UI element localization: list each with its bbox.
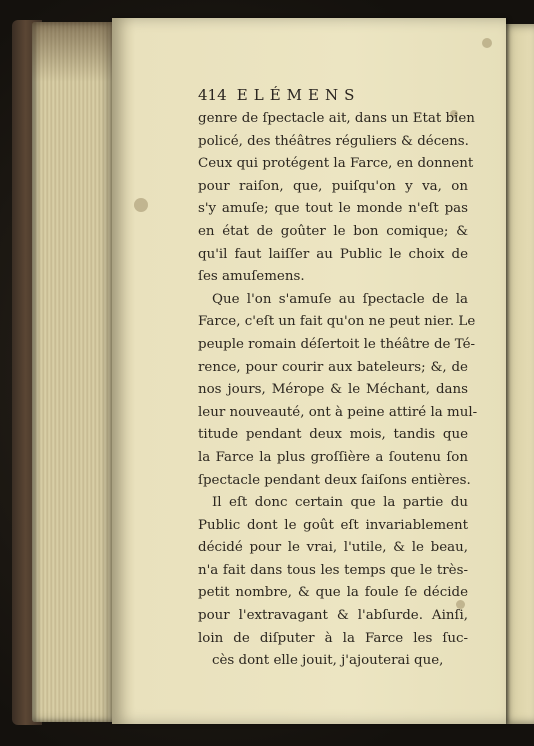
book-page — [112, 18, 506, 724]
page-edges — [32, 22, 114, 722]
text-line: peuple romain déſertoit le théâtre de Té- — [198, 336, 476, 352]
text-line: s'y amuſe; que tout le monde n'eſt pas — [198, 201, 468, 217]
page-number: 414 — [198, 86, 227, 104]
text-line: cès dont elle jouit, j'ajouterai que, — [212, 653, 444, 669]
text-line: rence, pour courir aux bateleurs; &, de — [198, 359, 468, 375]
text-line: leur nouveauté, ont à peine attiré la mul- — [198, 404, 478, 420]
text-line: Ceux qui protégent la Farce, en donnent — [198, 156, 474, 172]
text-line: pour raiſon, que, puiſqu'on y va, on — [198, 178, 468, 194]
text-line: titude pendant deux mois, tandis que — [198, 427, 468, 443]
text-line: loin de diſputer à la Farce les ſuc- — [198, 630, 468, 646]
text-line: Farce, c'eſt un fait qu'on ne peut nier. Le — [198, 314, 476, 330]
text-line: ſes amuſemens. — [198, 269, 305, 285]
text-line: qu'il faut laiſſer au Public le choix de — [198, 246, 468, 262]
text-line: décidé pour le vrai, l'utile, & le beau, — [198, 540, 468, 556]
body-text — [198, 108, 478, 673]
text-line: petit nombre, & que la foule ſe décide — [198, 585, 468, 601]
text-line: genre de ſpectacle ait, dans un Etat bien — [198, 111, 475, 126]
text-line: la Farce la plus groſſière a ſoutenu ſon — [198, 449, 468, 465]
text-line: policé, des théâtres réguliers & décens. — [198, 133, 469, 149]
text-line: Que l'on s'amuſe au ſpectacle de la — [212, 291, 468, 307]
running-title: ELÉMENS — [236, 86, 361, 104]
text-line: ſpectacle pendant deux ſaiſons entières. — [198, 472, 471, 488]
text-line: pour l'extravagant & l'abſurde. Ainſi, — [198, 608, 468, 624]
foxing-spot — [482, 38, 492, 48]
text-line: Il eſt donc certain que la partie du — [212, 495, 468, 511]
text-line: Public dont le goût eſt invariablement — [198, 517, 468, 533]
foxing-spot — [134, 198, 148, 212]
text-line: en état de goûter le bon comique; & — [198, 223, 468, 239]
text-line: n'a fait dans tous les temps que le très- — [198, 562, 468, 578]
text-line: nos jours, Mérope & le Méchant, dans — [198, 382, 468, 398]
page-header — [198, 86, 498, 104]
